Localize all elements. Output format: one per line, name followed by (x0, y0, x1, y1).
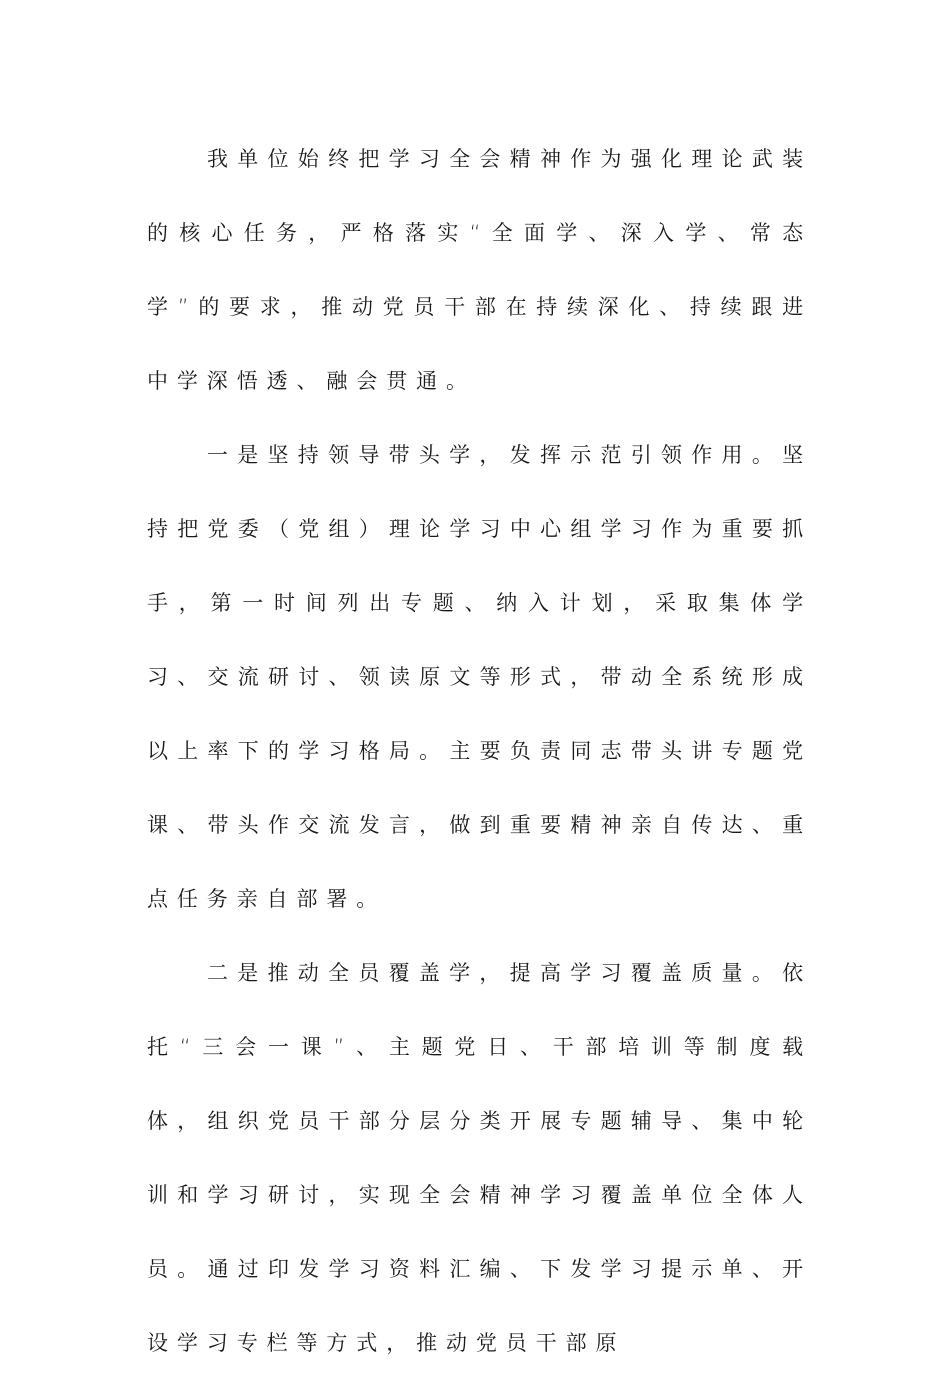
paragraph-full-coverage-study: 二是推动全员覆盖学，提高学习覆盖质量。依托“三会一课”、主题党日、干部培训等制度载体，组织党员干部分层分类开展专题辅导、集中轮训和学习研讨，实现全会精神学习覆盖单位全体人员。通过印发学习资料汇编、下发学习提示单、开设学习专栏等方式，推动党员干部原 (147, 961, 812, 1355)
paragraph-leadership-study: 一是坚持领导带头学，发挥示范引领作用。坚持把党委（党组）理论学习中心组学习作为重要抓手，第一时间列出专题、纳入计划，采取集体学习、交流研讨、领读原文等形式，带动全系统形成以上率下的学习格局。主要负责同志带头讲专题党课、带头作交流发言，做到重要精神亲自传达、重点任务亲自部署。 (147, 443, 812, 911)
document-page (147, 122, 812, 1380)
paragraph-intro: 我单位始终把学习全会精神作为强化理论武装的核心任务，严格落实“全面学、深入学、常态学”的要求，推动党员干部在持续深化、持续跟进中学深悟透、融会贯通。 (147, 147, 812, 393)
